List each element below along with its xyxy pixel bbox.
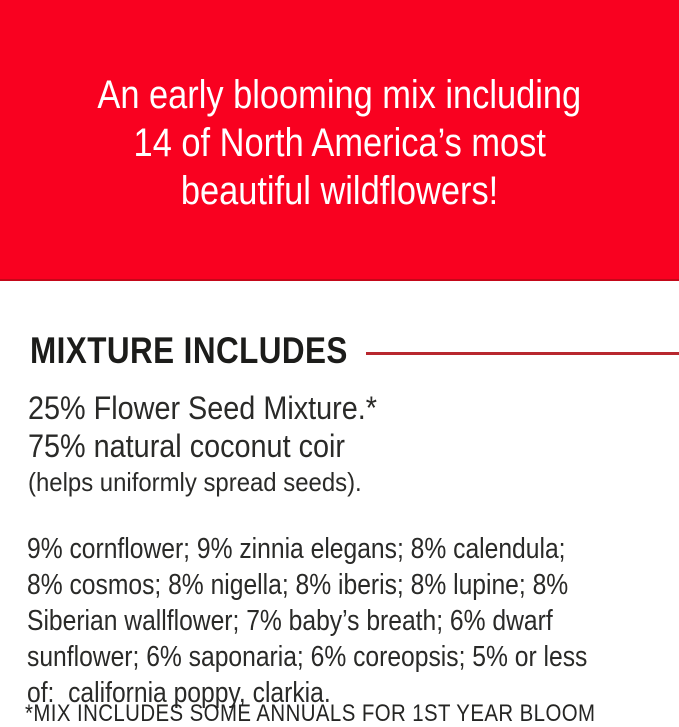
composition-line-4: sunflower; 6% saponaria; 6% coreopsis; 5% or less [27, 641, 588, 673]
ratio-text-block [28, 389, 416, 465]
composition-text-block [27, 531, 679, 711]
ratio-line-coir: 75% natural coconut coir [28, 428, 345, 464]
banner-headline-line-3: beautiful wildflowers! [180, 168, 499, 213]
composition-line-3: Siberian wallflower; 7% baby’s breath; 6% dwarf [27, 605, 553, 637]
composition-line-2: 8% cosmos; 8% nigella; 8% iberis; 8% lupine; 8% [27, 569, 569, 601]
section-heading: MIXTURE INCLUDES [30, 330, 348, 371]
banner-headline-line-2: 14 of North America’s most [133, 120, 546, 165]
composition-line-1: 9% cornflower; 9% zinnia elegans; 8% calendula; [27, 533, 566, 565]
ratio-line-seed: 25% Flower Seed Mixture.* [28, 390, 377, 426]
heading-rule-divider [366, 352, 679, 355]
composition-line-5: of: california poppy, clarkia. [27, 677, 331, 709]
annuals-footnote: *MIX INCLUDES SOME ANNUALS FOR 1ST YEAR BLOOM [25, 700, 596, 727]
ratio-note: (helps uniformly spread seeds). [28, 467, 362, 497]
banner-headline-line-1: An early blooming mix including [97, 72, 582, 117]
promo-banner [0, 0, 679, 281]
